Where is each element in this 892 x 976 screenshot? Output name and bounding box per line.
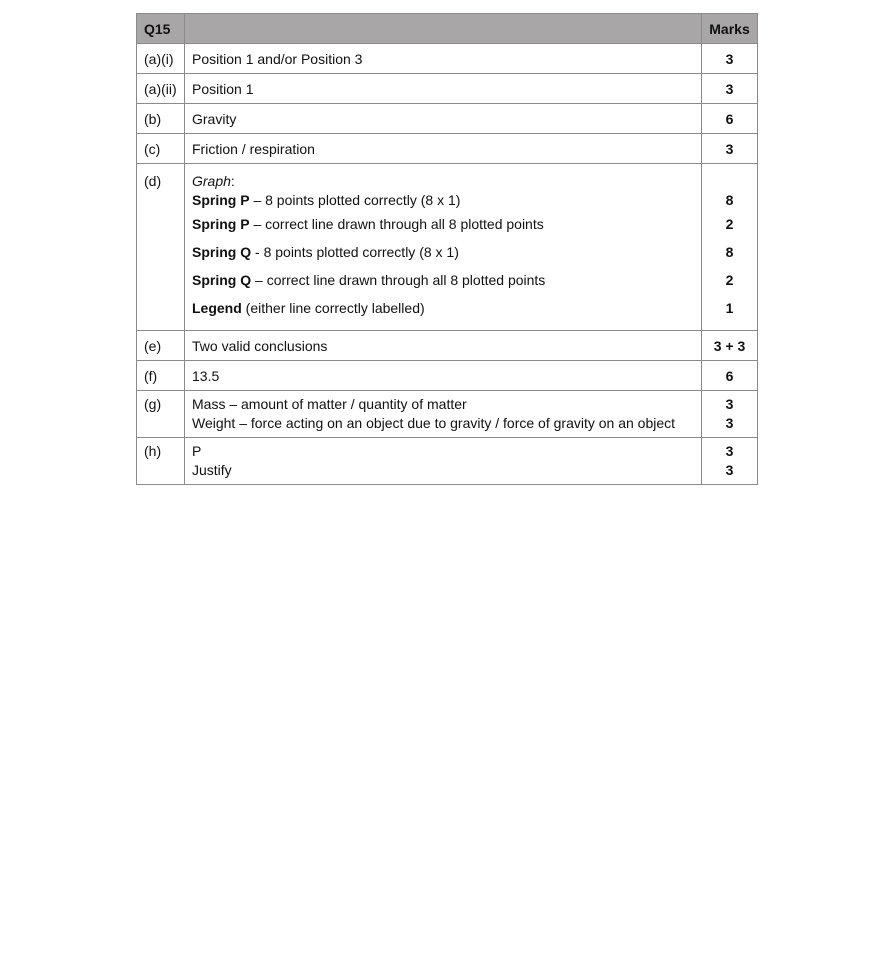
marks-value: 3 [702,44,758,74]
part-label: (f) [137,361,185,391]
marks-value: 3 [725,396,734,412]
part-label: (c) [137,134,185,164]
answer-text: 13.5 [185,361,702,391]
criterion-line [192,238,694,266]
table-header-row [137,14,758,44]
answer-line: P [192,443,202,459]
marks-value: 3 [702,134,758,164]
marks-cell [702,391,758,438]
marks-value: 3 + 3 [702,331,758,361]
marks-value: 1 [725,300,734,316]
criterion-line [192,294,694,322]
marks-value: 3 [702,74,758,104]
graph-criteria [185,164,702,331]
answer-text [185,391,702,438]
criterion-subject: Spring P [192,192,250,208]
marks-value: 8 [725,192,734,208]
table-row [137,134,758,164]
table-row [137,104,758,134]
criterion-line [192,190,694,210]
part-label: (b) [137,104,185,134]
graph-marks [702,164,758,331]
marks-value: 8 [725,244,734,260]
answer-line: Justify [192,462,232,478]
marks-value: 3 [725,462,734,478]
criterion-text: – correct line drawn through all 8 plotted points [249,216,544,232]
answer-text: Position 1 [185,74,702,104]
answer-text [185,438,702,485]
marks-value: 6 [702,361,758,391]
part-label: (d) [137,164,185,331]
table-row [137,164,758,331]
answer-text: Position 1 and/or Position 3 [185,44,702,74]
answer-text: Gravity [185,104,702,134]
part-label: (h) [137,438,185,485]
part-label: (g) [137,391,185,438]
question-number: Q15 [137,14,185,44]
table-row [137,361,758,391]
criterion-text: – 8 points plotted correctly (8 x 1) [249,192,461,208]
table-row [137,331,758,361]
marks-value: 6 [702,104,758,134]
answer-header [185,14,702,44]
answer-line: Weight – force acting on an object due to gravity / force of gravity on an object [192,415,676,431]
criterion-subject: Spring Q [192,244,252,260]
table-row [137,391,758,438]
criterion-subject: Spring P [192,216,250,232]
table-row [137,44,758,74]
criterion-text: (either line correctly labelled) [241,300,425,316]
graph-colon: : [230,173,235,189]
criterion-subject: Spring Q [192,272,252,288]
part-label: (a)(ii) [137,74,185,104]
answer-text: Two valid conclusions [185,331,702,361]
criterion-line [192,210,694,238]
table-row [137,438,758,485]
marks-value: 2 [725,216,734,232]
answer-text: Friction / respiration [185,134,702,164]
part-label: (a)(i) [137,44,185,74]
criterion-text: – correct line drawn through all 8 plotted points [251,272,546,288]
part-label: (e) [137,331,185,361]
graph-label: Graph [192,173,231,189]
table-row [137,74,758,104]
marks-value: 3 [725,415,734,431]
criterion-line [192,266,694,294]
marks-value: 2 [725,272,734,288]
criterion-subject: Legend [192,300,242,316]
answer-line: Mass – amount of matter / quantity of matter [192,396,467,412]
criterion-text: - 8 points plotted correctly (8 x 1) [251,244,459,260]
graph-heading [192,172,694,190]
marks-header: Marks [702,14,758,44]
marking-scheme-table [136,13,758,485]
marks-cell [702,438,758,485]
marks-value: 3 [725,443,734,459]
